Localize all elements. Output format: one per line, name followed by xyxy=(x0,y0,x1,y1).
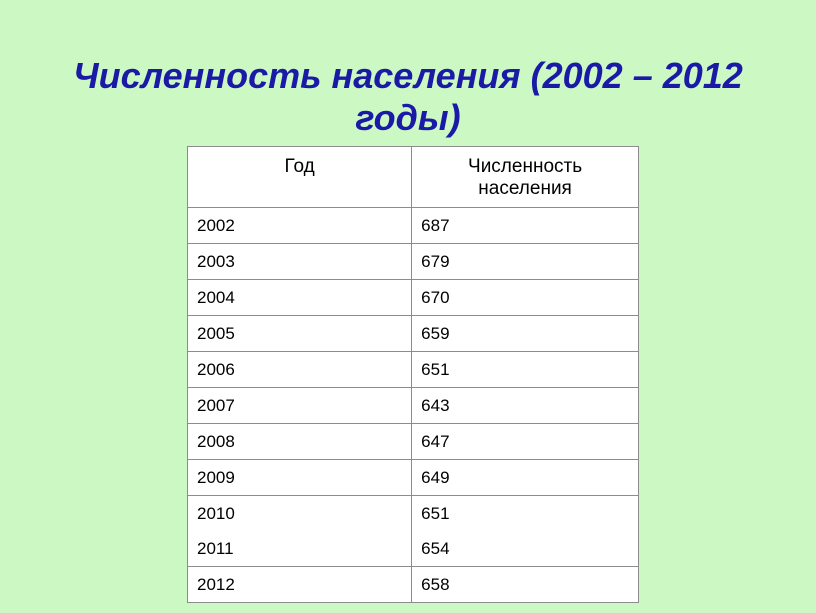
year-cell: 2008 xyxy=(188,424,412,460)
column-header-year xyxy=(188,147,412,208)
year-cell: 2009 xyxy=(188,460,412,496)
population-cell: 651 xyxy=(412,352,639,388)
year-cell: 2012 xyxy=(188,567,412,603)
population-table-container xyxy=(187,146,639,603)
column-header-population-label: Численность населения xyxy=(468,156,583,199)
population-cell: 687 xyxy=(412,208,639,244)
population-cell: 670 xyxy=(412,280,639,316)
table-row xyxy=(188,244,639,280)
page-title-line-2: годы) xyxy=(355,97,461,138)
population-table xyxy=(187,146,639,603)
population-cell: 651 xyxy=(421,504,450,523)
table-row xyxy=(188,388,639,424)
year-cell: 2011 xyxy=(197,539,234,558)
population-cell: 649 xyxy=(412,460,639,496)
population-cell: 643 xyxy=(412,388,639,424)
year-cell: 2003 xyxy=(188,244,412,280)
year-cell: 2006 xyxy=(188,352,412,388)
year-cell: 2005 xyxy=(188,316,412,352)
population-cell: 647 xyxy=(412,424,639,460)
table-row xyxy=(188,280,639,316)
table-row xyxy=(188,567,639,603)
population-cell-merged xyxy=(412,496,639,567)
population-cell: 679 xyxy=(412,244,639,280)
year-cell: 2007 xyxy=(188,388,412,424)
population-cell: 659 xyxy=(412,316,639,352)
year-cell: 2010 xyxy=(197,504,235,523)
table-row xyxy=(188,424,639,460)
population-cell: 654 xyxy=(421,539,450,558)
table-row xyxy=(188,208,639,244)
year-cell-merged xyxy=(188,496,412,567)
page-title-line-1: Численность населения (2002 – 2012 xyxy=(73,55,743,96)
column-header-population xyxy=(412,147,639,208)
page-title xyxy=(0,55,816,139)
table-header-row xyxy=(188,147,639,208)
year-cell: 2002 xyxy=(188,208,412,244)
year-cell: 2004 xyxy=(188,280,412,316)
population-cell: 658 xyxy=(412,567,639,603)
table-row xyxy=(188,352,639,388)
table-row xyxy=(188,316,639,352)
table-row xyxy=(188,460,639,496)
table-row-merged xyxy=(188,496,639,567)
column-header-year-label: Год xyxy=(284,156,315,177)
